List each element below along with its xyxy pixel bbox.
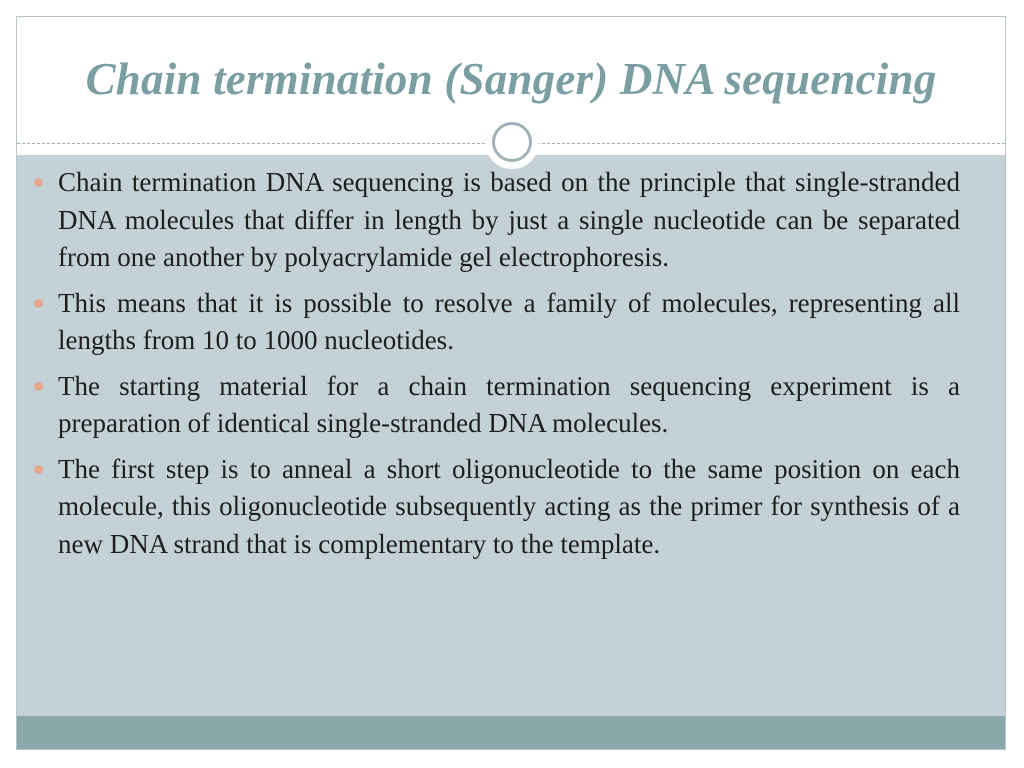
circle-ornament-icon: [485, 115, 539, 169]
bullet-text: This means that it is possible to resolve a family of molecules, representing all lengths from 10 to 1000 nucleotides.: [58, 287, 960, 355]
bullet-dot-icon: [34, 382, 43, 391]
slide-title: Chain termination (Sanger) DNA sequencing: [85, 54, 937, 104]
bullet-text: The starting material for a chain termination sequencing experiment is a preparation of identical single-stranded DNA molecules.: [58, 370, 960, 438]
bullet-list: [40, 164, 960, 571]
bottom-bar: [17, 716, 1005, 749]
circle-ring-icon: [492, 122, 532, 162]
bullet-item: [40, 451, 960, 564]
bullet-dot-icon: [34, 465, 43, 474]
bullet-text: Chain termination DNA sequencing is based on the principle that single-stranded DNA molecules that differ in length by just a single nucleotide can be separated from one another by polyacrylamide gel electrophoresis.: [58, 167, 960, 272]
bullet-item: [40, 368, 960, 443]
bullet-item: [40, 164, 960, 277]
bullet-dot-icon: [34, 299, 43, 308]
bullet-dot-icon: [34, 178, 43, 187]
bullet-text: The first step is to anneal a short oligonucleotide to the same position on each molecule, this oligonucleotide subsequently acting as the primer for synthesis of a new DNA strand that is complementary to the template.: [58, 453, 960, 559]
bullet-item: [40, 285, 960, 360]
